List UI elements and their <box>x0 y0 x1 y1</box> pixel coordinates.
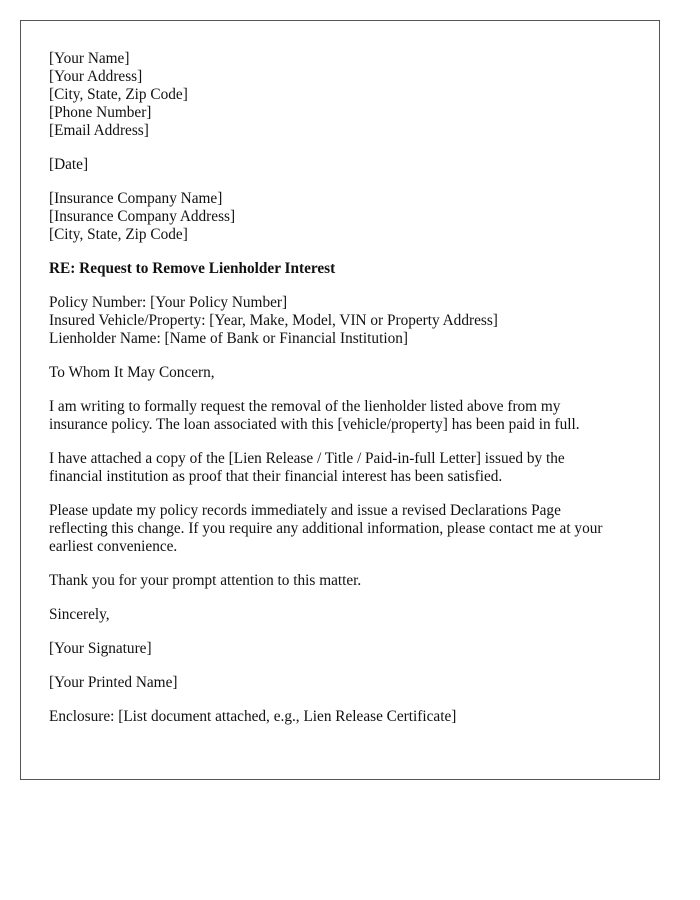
policy-number: Policy Number: [Your Policy Number] <box>49 294 288 311</box>
letter-date: [Date] <box>49 156 89 173</box>
recipient-block <box>49 190 631 244</box>
letter-page <box>20 20 660 780</box>
recipient-company-address: [Insurance Company Address] <box>49 208 236 225</box>
subject-line: RE: Request to Remove Lienholder Interest <box>49 260 336 277</box>
body-paragraph-3 <box>49 502 631 556</box>
body-paragraph-3-line: Please update my policy records immediately and issue a revised Declarations Page <box>49 502 561 519</box>
body-paragraph-4: Thank you for your prompt attention to this matter. <box>49 572 362 589</box>
body-paragraph-2-line: financial institution as proof that their financial interest has been satisfied. <box>49 468 503 485</box>
sender-city-state-zip: [City, State, Zip Code] <box>49 86 188 103</box>
body-paragraph-2 <box>49 450 631 486</box>
insured-item: Insured Vehicle/Property: [Year, Make, Model, VIN or Property Address] <box>49 312 498 329</box>
body-paragraph-3-line: reflecting this change. If you require any additional information, please contact me at your <box>49 520 603 537</box>
recipient-company-name: [Insurance Company Name] <box>49 190 223 207</box>
enclosure: Enclosure: [List document attached, e.g., Lien Release Certificate] <box>49 708 457 725</box>
body-paragraph-1-line: I am writing to formally request the removal of the lienholder listed above from my <box>49 398 561 415</box>
body-paragraph-3-line: earliest convenience. <box>49 538 178 555</box>
salutation: To Whom It May Concern, <box>49 364 215 381</box>
body-paragraph-2-line: I have attached a copy of the [Lien Release / Title / Paid-in-full Letter] issued by the <box>49 450 565 467</box>
signature: [Your Signature] <box>49 640 152 657</box>
closing: Sincerely, <box>49 606 110 623</box>
printed-name: [Your Printed Name] <box>49 674 178 691</box>
date-block <box>49 156 631 174</box>
recipient-city-state-zip: [City, State, Zip Code] <box>49 226 188 243</box>
body-paragraph-1-line: insurance policy. The loan associated with this [vehicle/property] has been paid in full. <box>49 416 580 433</box>
sender-address: [Your Address] <box>49 68 143 85</box>
sender-phone: [Phone Number] <box>49 104 152 121</box>
sender-email: [Email Address] <box>49 122 149 139</box>
body-paragraph-1 <box>49 398 631 434</box>
details-block <box>49 294 631 348</box>
sender-name: [Your Name] <box>49 50 130 67</box>
lienholder-name: Lienholder Name: [Name of Bank or Financial Institution] <box>49 330 408 347</box>
sender-block <box>49 50 631 140</box>
